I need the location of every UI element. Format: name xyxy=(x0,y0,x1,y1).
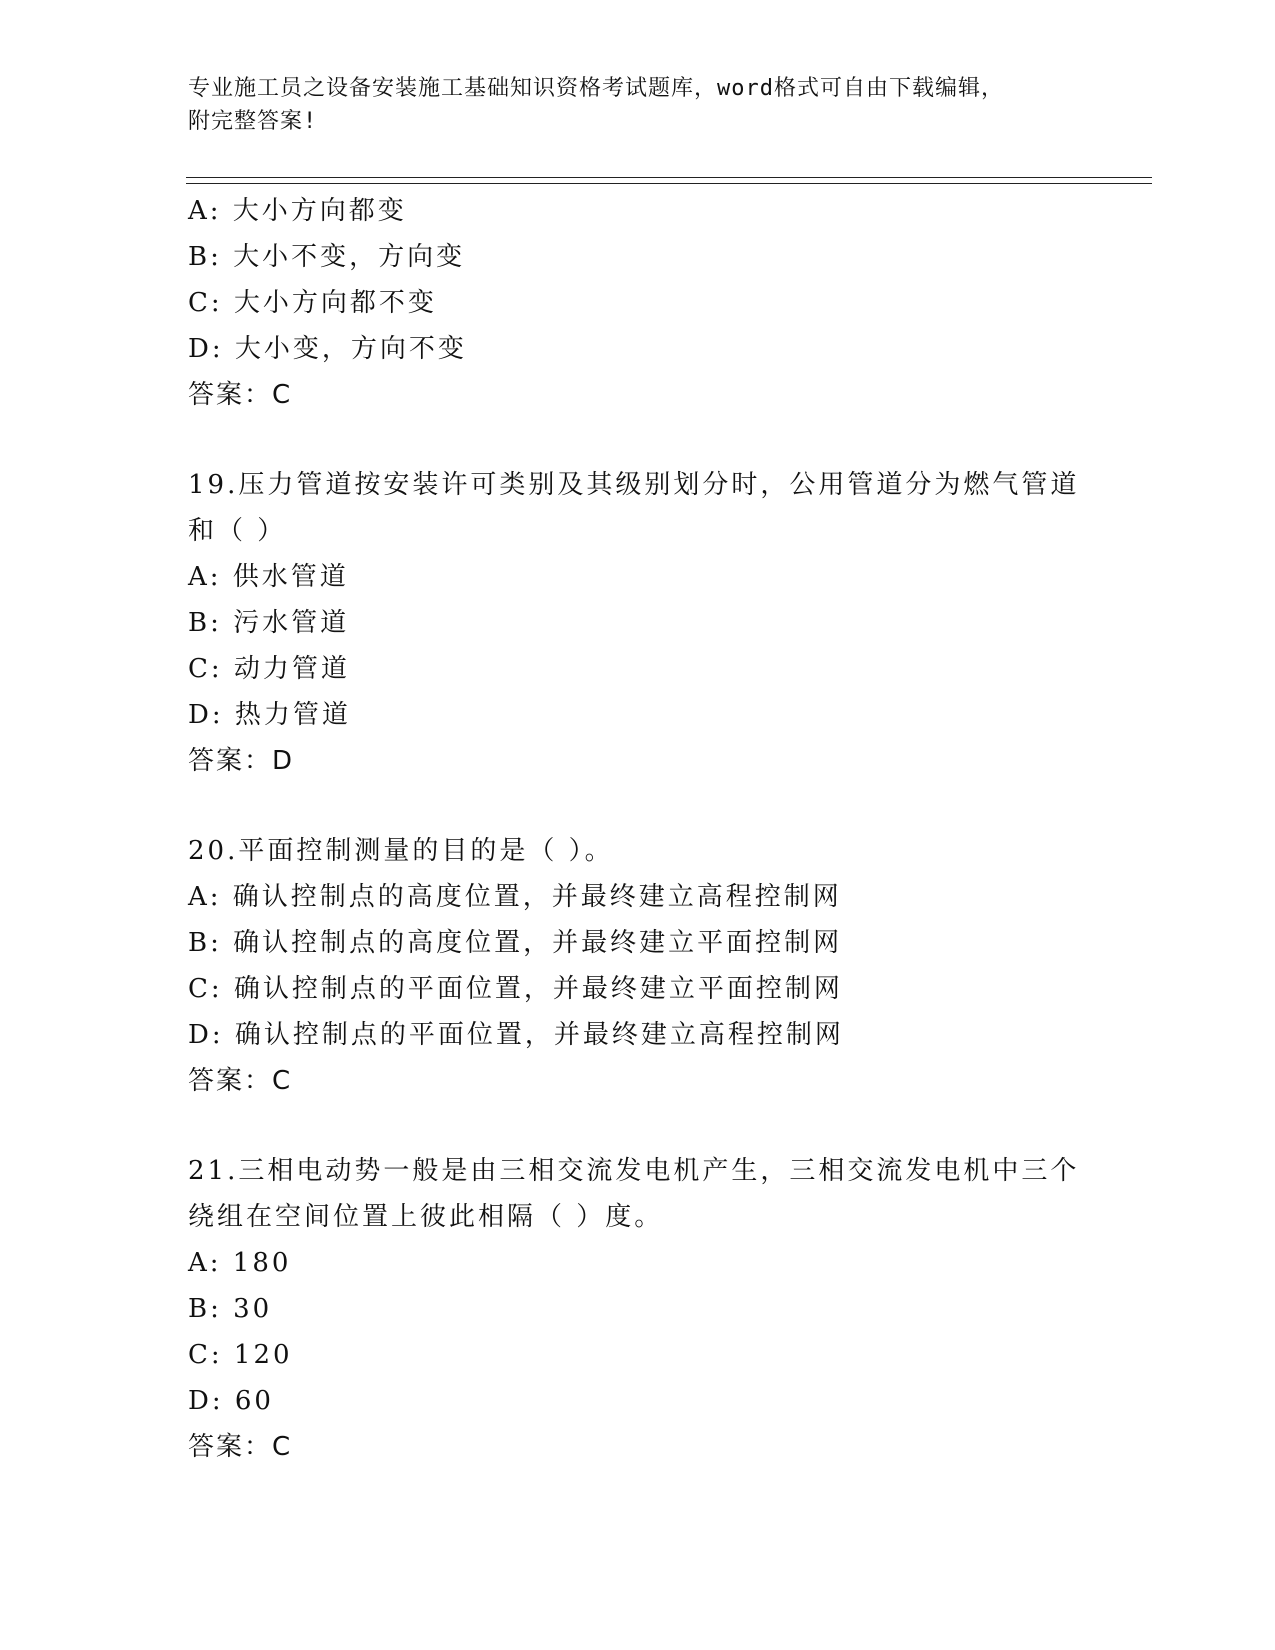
answer: 答案：D xyxy=(188,746,295,776)
option-a: A: 确认控制点的高度位置，并最终建立高程控制网 xyxy=(188,882,842,912)
question-text-line-2: 绕组在空间位置上彼此相隔（ ）度。 xyxy=(188,1202,664,1232)
option-d: D: 60 xyxy=(188,1386,274,1416)
question-text-line-1: 20.平面控制测量的目的是（ ）。 xyxy=(188,836,614,866)
answer: 答案：C xyxy=(188,380,293,410)
question-block-21 xyxy=(188,1148,1088,1470)
question-block-20 xyxy=(188,828,1088,1104)
question-text-line-2: 和（ ） xyxy=(188,516,287,546)
option-c: C: 确认控制点的平面位置，并最终建立平面控制网 xyxy=(188,974,843,1004)
option-a: A: 大小方向都变 xyxy=(188,196,407,226)
option-c: C: 动力管道 xyxy=(188,654,350,684)
header-divider-bottom xyxy=(186,183,1152,184)
answer: 答案：C xyxy=(188,1432,293,1462)
question-text-line-1: 21.三相电动势一般是由三相交流发电机产生，三相交流发电机中三个 xyxy=(188,1156,1080,1186)
question-text-line-1: 19.压力管道按安装许可类别及其级别划分时，公用管道分为燃气管道 xyxy=(188,470,1080,500)
header-line-1: 专业施工员之设备安装施工基础知识资格考试题库，word格式可自由下载编辑， xyxy=(188,76,1004,101)
header-line-2: 附完整答案! xyxy=(188,109,318,134)
document-header xyxy=(188,72,1088,138)
option-c: C: 大小方向都不变 xyxy=(188,288,437,318)
answer: 答案：C xyxy=(188,1066,293,1096)
option-d: D: 热力管道 xyxy=(188,700,351,730)
option-b: B: 大小不变，方向变 xyxy=(188,242,466,272)
question-block-18 xyxy=(188,188,1088,418)
option-b: B: 确认控制点的高度位置，并最终建立平面控制网 xyxy=(188,928,843,958)
option-b: B: 污水管道 xyxy=(188,608,350,638)
option-b: B: 30 xyxy=(188,1294,273,1324)
option-d: D: 大小变，方向不变 xyxy=(188,334,467,364)
option-c: C: 120 xyxy=(188,1340,293,1370)
option-d: D: 确认控制点的平面位置，并最终建立高程控制网 xyxy=(188,1020,844,1050)
header-divider-top xyxy=(186,177,1152,178)
option-a: A: 180 xyxy=(188,1248,292,1278)
question-block-19 xyxy=(188,462,1088,784)
question-content xyxy=(188,188,1088,1470)
option-a: A: 供水管道 xyxy=(188,562,349,592)
